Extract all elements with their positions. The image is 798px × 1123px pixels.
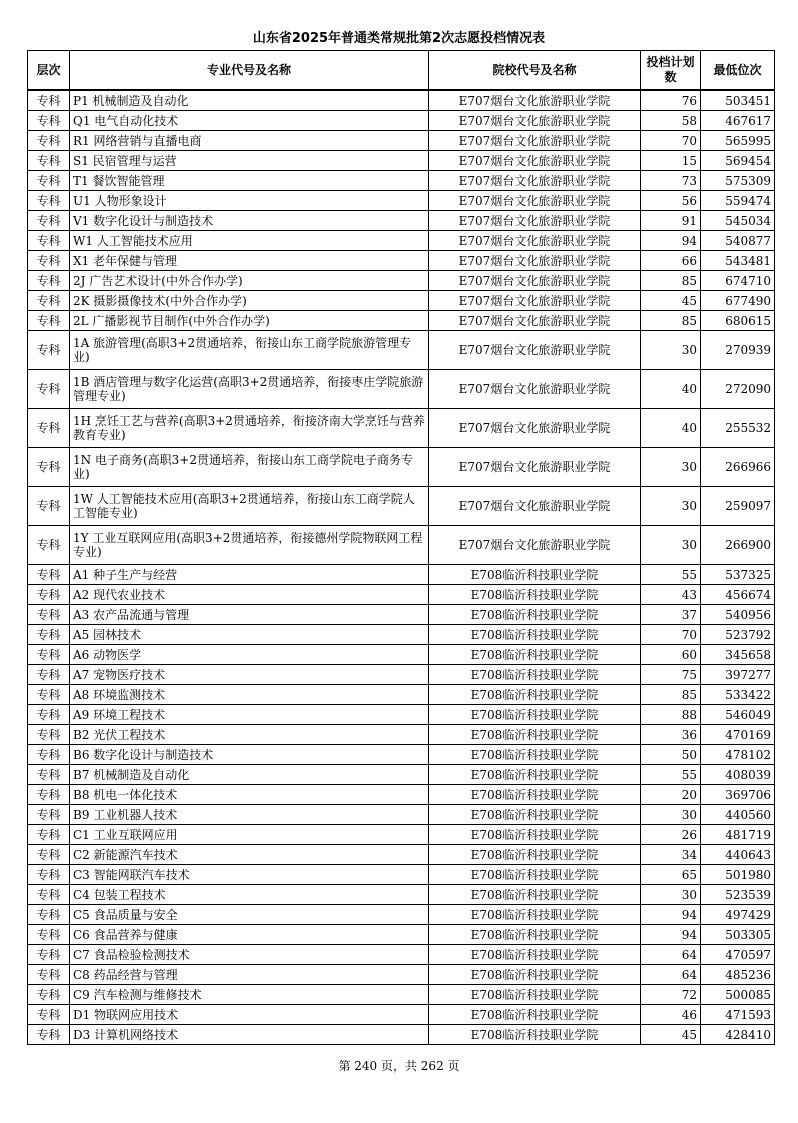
table-row: [28, 845, 775, 865]
major-cell: C6 食品营养与健康: [70, 925, 429, 945]
level-cell: 专科: [28, 645, 70, 665]
plan-cell: 73: [641, 171, 701, 191]
level-cell: 专科: [28, 765, 70, 785]
table-row: [28, 865, 775, 885]
school-cell: E707烟台文化旅游职业学院: [429, 271, 641, 291]
rank-cell: 540956: [701, 605, 775, 625]
page-title: 山东省2025年普通类常规批第2次志愿投档情况表: [252, 31, 546, 46]
level-cell: 专科: [28, 845, 70, 865]
school-cell: E708临沂科技职业学院: [429, 885, 641, 905]
school-cell: E707烟台文化旅游职业学院: [429, 171, 641, 191]
level-cell: 专科: [28, 905, 70, 925]
level-cell: 专科: [28, 665, 70, 685]
plan-cell: 91: [641, 211, 701, 231]
rank-cell: 255532: [701, 409, 775, 448]
school-cell: E707烟台文化旅游职业学院: [429, 90, 641, 111]
plan-cell: 64: [641, 945, 701, 965]
major-cell: A8 环境监测技术: [70, 685, 429, 705]
school-cell: E707烟台文化旅游职业学院: [429, 151, 641, 171]
rank-cell: 467617: [701, 111, 775, 131]
rank-cell: 680615: [701, 311, 775, 331]
plan-cell: 15: [641, 151, 701, 171]
major-cell: B8 机电一体化技术: [70, 785, 429, 805]
school-cell: E708临沂科技职业学院: [429, 1005, 641, 1025]
rank-cell: 545034: [701, 211, 775, 231]
level-cell: 专科: [28, 825, 70, 845]
level-cell: 专科: [28, 191, 70, 211]
major-cell: A1 种子生产与经营: [70, 565, 429, 585]
major-cell: A2 现代农业技术: [70, 585, 429, 605]
school-cell: E708临沂科技职业学院: [429, 805, 641, 825]
table-row: [28, 251, 775, 271]
plan-cell: 30: [641, 331, 701, 370]
rank-cell: 575309: [701, 171, 775, 191]
header-plan: 投档计划数: [641, 51, 701, 91]
school-cell: E708临沂科技职业学院: [429, 905, 641, 925]
plan-cell: 72: [641, 985, 701, 1005]
major-cell: B2 光伏工程技术: [70, 725, 429, 745]
level-cell: 专科: [28, 605, 70, 625]
school-cell: E708临沂科技职业学院: [429, 705, 641, 725]
plan-cell: 40: [641, 370, 701, 409]
level-cell: 专科: [28, 705, 70, 725]
school-cell: E708临沂科技职业学院: [429, 565, 641, 585]
table-header-row: [28, 51, 775, 91]
level-cell: 专科: [28, 331, 70, 370]
level-cell: 专科: [28, 585, 70, 605]
rank-cell: 497429: [701, 905, 775, 925]
table-row: [28, 171, 775, 191]
table-row: [28, 605, 775, 625]
major-cell: 2J 广告艺术设计(中外合作办学): [70, 271, 429, 291]
school-cell: E708临沂科技职业学院: [429, 845, 641, 865]
rank-cell: 543481: [701, 251, 775, 271]
rank-cell: 440643: [701, 845, 775, 865]
level-cell: 专科: [28, 925, 70, 945]
level-cell: 专科: [28, 171, 70, 191]
rank-cell: 540877: [701, 231, 775, 251]
table-row: [28, 825, 775, 845]
table-row: [28, 725, 775, 745]
major-cell: T1 餐饮智能管理: [70, 171, 429, 191]
rank-cell: 565995: [701, 131, 775, 151]
major-cell: 1H 烹饪工艺与营养(高职3+2贯通培养，衔接济南大学烹饪与营养教育专业): [70, 409, 429, 448]
level-cell: 专科: [28, 805, 70, 825]
plan-cell: 36: [641, 725, 701, 745]
table-row: [28, 487, 775, 526]
level-cell: 专科: [28, 526, 70, 565]
school-cell: E707烟台文化旅游职业学院: [429, 191, 641, 211]
plan-cell: 75: [641, 665, 701, 685]
school-cell: E707烟台文化旅游职业学院: [429, 291, 641, 311]
plan-cell: 85: [641, 311, 701, 331]
table-row: [28, 805, 775, 825]
rank-cell: 470597: [701, 945, 775, 965]
plan-cell: 30: [641, 885, 701, 905]
table-row: [28, 1025, 775, 1045]
table-row: [28, 885, 775, 905]
table-row: [28, 191, 775, 211]
school-cell: E708临沂科技职业学院: [429, 865, 641, 885]
plan-cell: 85: [641, 685, 701, 705]
school-cell: E708临沂科技职业学院: [429, 985, 641, 1005]
table-row: [28, 745, 775, 765]
school-cell: E707烟台文化旅游职业学院: [429, 448, 641, 487]
header-rank: 最低位次: [701, 51, 775, 91]
plan-cell: 37: [641, 605, 701, 625]
table-row: [28, 965, 775, 985]
major-cell: C9 汽车检测与维修技术: [70, 985, 429, 1005]
table-row: [28, 131, 775, 151]
level-cell: 专科: [28, 885, 70, 905]
major-cell: D1 物联网应用技术: [70, 1005, 429, 1025]
rank-cell: 428410: [701, 1025, 775, 1045]
level-cell: 专科: [28, 448, 70, 487]
level-cell: 专科: [28, 211, 70, 231]
level-cell: 专科: [28, 111, 70, 131]
rank-cell: 546049: [701, 705, 775, 725]
table-row: [28, 311, 775, 331]
table-row: [28, 331, 775, 370]
level-cell: 专科: [28, 785, 70, 805]
major-cell: W1 人工智能技术应用: [70, 231, 429, 251]
major-cell: 1Y 工业互联网应用(高职3+2贯通培养，衔接德州学院物联网工程专业): [70, 526, 429, 565]
table-row: [28, 625, 775, 645]
plan-cell: 45: [641, 1025, 701, 1045]
major-cell: 1N 电子商务(高职3+2贯通培养，衔接山东工商学院电子商务专业): [70, 448, 429, 487]
major-cell: Q1 电气自动化技术: [70, 111, 429, 131]
major-cell: X1 老年保健与管理: [70, 251, 429, 271]
plan-cell: 55: [641, 565, 701, 585]
table-row: [28, 585, 775, 605]
table-row: [28, 291, 775, 311]
table-row: [28, 448, 775, 487]
plan-cell: 60: [641, 645, 701, 665]
table-row: [28, 211, 775, 231]
plan-cell: 70: [641, 625, 701, 645]
plan-cell: 56: [641, 191, 701, 211]
plan-cell: 88: [641, 705, 701, 725]
plan-cell: 66: [641, 251, 701, 271]
school-cell: E708临沂科技职业学院: [429, 825, 641, 845]
level-cell: 专科: [28, 487, 70, 526]
table-row: [28, 665, 775, 685]
rank-cell: 408039: [701, 765, 775, 785]
major-cell: 1A 旅游管理(高职3+2贯通培养，衔接山东工商学院旅游管理专业): [70, 331, 429, 370]
plan-cell: 94: [641, 905, 701, 925]
plan-cell: 30: [641, 487, 701, 526]
major-cell: 2K 摄影摄像技术(中外合作办学): [70, 291, 429, 311]
school-cell: E707烟台文化旅游职业学院: [429, 111, 641, 131]
school-cell: E707烟台文化旅游职业学院: [429, 131, 641, 151]
table-row: [28, 271, 775, 291]
school-cell: E708临沂科技职业学院: [429, 645, 641, 665]
table-row: [28, 905, 775, 925]
page-footer: 第 240 页，共 262 页: [338, 1059, 460, 1073]
plan-cell: 76: [641, 90, 701, 111]
table-row: [28, 765, 775, 785]
level-cell: 专科: [28, 151, 70, 171]
rank-cell: 500085: [701, 985, 775, 1005]
major-cell: B7 机械制造及自动化: [70, 765, 429, 785]
school-cell: E708临沂科技职业学院: [429, 745, 641, 765]
major-cell: 1B 酒店管理与数字化运营(高职3+2贯通培养，衔接枣庄学院旅游管理专业): [70, 370, 429, 409]
rank-cell: 440560: [701, 805, 775, 825]
table-row: [28, 785, 775, 805]
school-cell: E707烟台文化旅游职业学院: [429, 526, 641, 565]
rank-cell: 397277: [701, 665, 775, 685]
major-cell: C8 药品经营与管理: [70, 965, 429, 985]
level-cell: 专科: [28, 370, 70, 409]
level-cell: 专科: [28, 291, 70, 311]
table-row: [28, 90, 775, 111]
table-row: [28, 985, 775, 1005]
school-cell: E708临沂科技职业学院: [429, 585, 641, 605]
rank-cell: 523792: [701, 625, 775, 645]
school-cell: E707烟台文化旅游职业学院: [429, 231, 641, 251]
rank-cell: 345658: [701, 645, 775, 665]
major-cell: C3 智能网联汽车技术: [70, 865, 429, 885]
table-row: [28, 409, 775, 448]
school-cell: E707烟台文化旅游职业学院: [429, 370, 641, 409]
school-cell: E708临沂科技职业学院: [429, 1025, 641, 1045]
major-cell: D3 计算机网络技术: [70, 1025, 429, 1045]
header-major: 专业代号及名称: [70, 51, 429, 91]
table-row: [28, 370, 775, 409]
major-cell: V1 数字化设计与制造技术: [70, 211, 429, 231]
table-row: [28, 526, 775, 565]
major-cell: P1 机械制造及自动化: [70, 90, 429, 111]
plan-cell: 40: [641, 409, 701, 448]
plan-cell: 46: [641, 1005, 701, 1025]
major-cell: C7 食品检验检测技术: [70, 945, 429, 965]
rank-cell: 674710: [701, 271, 775, 291]
plan-cell: 94: [641, 231, 701, 251]
rank-cell: 272090: [701, 370, 775, 409]
table-row: [28, 231, 775, 251]
school-cell: E708临沂科技职业学院: [429, 965, 641, 985]
plan-cell: 30: [641, 805, 701, 825]
table-row: [28, 1005, 775, 1025]
level-cell: 专科: [28, 625, 70, 645]
school-cell: E708临沂科技职业学院: [429, 925, 641, 945]
rank-cell: 369706: [701, 785, 775, 805]
rank-cell: 533422: [701, 685, 775, 705]
school-cell: E708临沂科技职业学院: [429, 765, 641, 785]
level-cell: 专科: [28, 131, 70, 151]
major-cell: R1 网络营销与直播电商: [70, 131, 429, 151]
major-cell: A5 园林技术: [70, 625, 429, 645]
plan-cell: 43: [641, 585, 701, 605]
table-body: [28, 90, 775, 1045]
level-cell: 专科: [28, 745, 70, 765]
plan-cell: 34: [641, 845, 701, 865]
plan-cell: 30: [641, 526, 701, 565]
plan-cell: 30: [641, 448, 701, 487]
rank-cell: 259097: [701, 487, 775, 526]
school-cell: E708临沂科技职业学院: [429, 685, 641, 705]
level-cell: 专科: [28, 409, 70, 448]
major-cell: A9 环境工程技术: [70, 705, 429, 725]
rank-cell: 559474: [701, 191, 775, 211]
school-cell: E708临沂科技职业学院: [429, 945, 641, 965]
rank-cell: 569454: [701, 151, 775, 171]
level-cell: 专科: [28, 1005, 70, 1025]
plan-cell: 65: [641, 865, 701, 885]
plan-cell: 50: [641, 745, 701, 765]
school-cell: E708临沂科技职业学院: [429, 625, 641, 645]
level-cell: 专科: [28, 965, 70, 985]
table-row: [28, 945, 775, 965]
rank-cell: 266900: [701, 526, 775, 565]
rank-cell: 456674: [701, 585, 775, 605]
admission-table: [27, 50, 775, 1045]
rank-cell: 266966: [701, 448, 775, 487]
level-cell: 专科: [28, 1025, 70, 1045]
major-cell: B6 数字化设计与制造技术: [70, 745, 429, 765]
rank-cell: 485236: [701, 965, 775, 985]
school-cell: E708临沂科技职业学院: [429, 665, 641, 685]
level-cell: 专科: [28, 945, 70, 965]
table-row: [28, 151, 775, 171]
level-cell: 专科: [28, 251, 70, 271]
plan-cell: 45: [641, 291, 701, 311]
level-cell: 专科: [28, 231, 70, 251]
level-cell: 专科: [28, 565, 70, 585]
major-cell: C1 工业互联网应用: [70, 825, 429, 845]
level-cell: 专科: [28, 90, 70, 111]
major-cell: 2L 广播影视节目制作(中外合作办学): [70, 311, 429, 331]
level-cell: 专科: [28, 865, 70, 885]
rank-cell: 270939: [701, 331, 775, 370]
major-cell: C5 食品质量与安全: [70, 905, 429, 925]
plan-cell: 58: [641, 111, 701, 131]
major-cell: A7 宠物医疗技术: [70, 665, 429, 685]
school-cell: E708临沂科技职业学院: [429, 725, 641, 745]
plan-cell: 94: [641, 925, 701, 945]
major-cell: C4 包装工程技术: [70, 885, 429, 905]
table-row: [28, 685, 775, 705]
rank-cell: 523539: [701, 885, 775, 905]
level-cell: 专科: [28, 985, 70, 1005]
rank-cell: 537325: [701, 565, 775, 585]
school-cell: E707烟台文化旅游职业学院: [429, 211, 641, 231]
rank-cell: 503451: [701, 90, 775, 111]
rank-cell: 470169: [701, 725, 775, 745]
school-cell: E707烟台文化旅游职业学院: [429, 331, 641, 370]
level-cell: 专科: [28, 311, 70, 331]
major-cell: S1 民宿管理与运营: [70, 151, 429, 171]
level-cell: 专科: [28, 685, 70, 705]
major-cell: C2 新能源汽车技术: [70, 845, 429, 865]
plan-cell: 55: [641, 765, 701, 785]
school-cell: E707烟台文化旅游职业学院: [429, 311, 641, 331]
rank-cell: 501980: [701, 865, 775, 885]
plan-cell: 26: [641, 825, 701, 845]
table-row: [28, 111, 775, 131]
table-row: [28, 565, 775, 585]
school-cell: E708临沂科技职业学院: [429, 605, 641, 625]
school-cell: E707烟台文化旅游职业学院: [429, 251, 641, 271]
table-row: [28, 925, 775, 945]
school-cell: E708临沂科技职业学院: [429, 785, 641, 805]
rank-cell: 677490: [701, 291, 775, 311]
major-cell: A6 动物医学: [70, 645, 429, 665]
rank-cell: 478102: [701, 745, 775, 765]
major-cell: U1 人物形象设计: [70, 191, 429, 211]
table-row: [28, 645, 775, 665]
header-school: 院校代号及名称: [429, 51, 641, 91]
plan-cell: 85: [641, 271, 701, 291]
school-cell: E707烟台文化旅游职业学院: [429, 409, 641, 448]
plan-cell: 20: [641, 785, 701, 805]
major-cell: 1W 人工智能技术应用(高职3+2贯通培养，衔接山东工商学院人工智能专业): [70, 487, 429, 526]
rank-cell: 503305: [701, 925, 775, 945]
rank-cell: 471593: [701, 1005, 775, 1025]
table-row: [28, 705, 775, 725]
school-cell: E707烟台文化旅游职业学院: [429, 487, 641, 526]
plan-cell: 70: [641, 131, 701, 151]
major-cell: B9 工业机器人技术: [70, 805, 429, 825]
level-cell: 专科: [28, 271, 70, 291]
plan-cell: 64: [641, 965, 701, 985]
header-level: 层次: [28, 51, 70, 91]
major-cell: A3 农产品流通与管理: [70, 605, 429, 625]
level-cell: 专科: [28, 725, 70, 745]
rank-cell: 481719: [701, 825, 775, 845]
